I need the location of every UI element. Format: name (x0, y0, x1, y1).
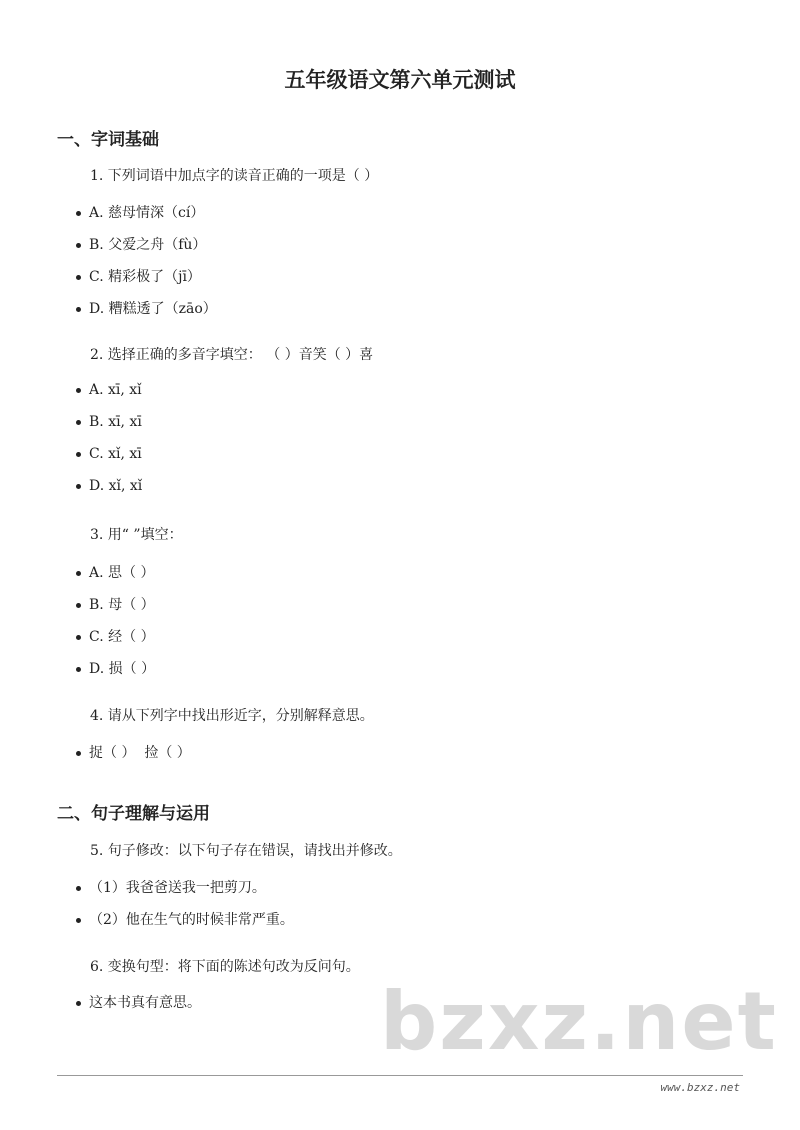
footer-divider (57, 1075, 743, 1076)
bullet-icon (76, 211, 81, 216)
section-heading-1: 一、字词基础 (57, 130, 159, 150)
question-1: 1. 下列词语中加点字的读音正确的一项是（ ） (90, 168, 379, 184)
option-5b (76, 909, 294, 929)
option-label: A. 慈母情深（cí） (89, 205, 205, 221)
option-label: C. 精彩极了（jī） (89, 269, 201, 285)
section-heading-2: 二、句子理解与运用 (57, 804, 210, 824)
bullet-icon (76, 275, 81, 280)
bullet-icon (76, 635, 81, 640)
option-2c (76, 446, 142, 462)
option-label: A. 思（ ） (89, 565, 155, 581)
option-3b (76, 594, 155, 614)
question-5: 5. 句子修改：以下句子存在错误，请找出并修改。 (90, 843, 402, 859)
page-title: 五年级语文第六单元测试 (284, 68, 516, 92)
bullet-icon (76, 420, 81, 425)
option-label: （2）他在生气的时候非常严重。 (89, 912, 294, 928)
option-6a (76, 992, 201, 1012)
option-label: D. 损（ ） (89, 661, 156, 677)
option-label: D. xǐ, xǐ (89, 478, 143, 494)
bullet-icon (76, 484, 81, 489)
bullet-icon (76, 571, 81, 576)
bullet-icon (76, 603, 81, 608)
option-3c (76, 626, 155, 646)
option-label: A. xī, xǐ (89, 382, 142, 398)
option-label: B. 父爱之舟（fù） (89, 237, 207, 253)
option-2a (76, 382, 142, 398)
bullet-icon (76, 751, 81, 756)
question-3: 3. 用“ ”填空： (90, 527, 183, 543)
option-1b (76, 234, 206, 254)
question-4: 4. 请从下列字中找出形近字，分别解释意思。 (90, 708, 374, 724)
option-1a (76, 202, 204, 222)
option-label: 捉（ ） 捡（ ） (89, 745, 191, 761)
option-1c (76, 266, 201, 286)
option-label: D. 糟糕透了（zāo） (89, 301, 217, 317)
bullet-icon (76, 307, 81, 312)
option-3a (76, 562, 154, 582)
option-label: B. xī, xī (89, 414, 142, 430)
bullet-icon (76, 452, 81, 457)
watermark: bzxz.net (380, 975, 778, 1068)
question-2: 2. 选择正确的多音字填空： （ ）音笑（ ）喜 (90, 347, 374, 363)
option-2d (76, 478, 142, 494)
option-label: 这本书真有意思。 (89, 995, 201, 1011)
option-label: （1）我爸爸送我一把剪刀。 (89, 880, 266, 896)
option-label: C. 经（ ） (89, 629, 155, 645)
option-4a (76, 742, 191, 762)
option-1d (76, 298, 217, 318)
option-label: B. 母（ ） (89, 597, 155, 613)
footer-site-url: www.bzxz.net (660, 1081, 740, 1094)
option-label: C. xǐ, xī (89, 446, 142, 462)
bullet-icon (76, 1001, 81, 1006)
bullet-icon (76, 388, 81, 393)
question-6: 6. 变换句型：将下面的陈述句改为反问句。 (90, 959, 360, 975)
bullet-icon (76, 886, 81, 891)
option-2b (76, 414, 142, 430)
bullet-icon (76, 918, 81, 923)
bullet-icon (76, 667, 81, 672)
bullet-icon (76, 243, 81, 248)
option-3d (76, 658, 155, 678)
option-5a (76, 877, 266, 897)
